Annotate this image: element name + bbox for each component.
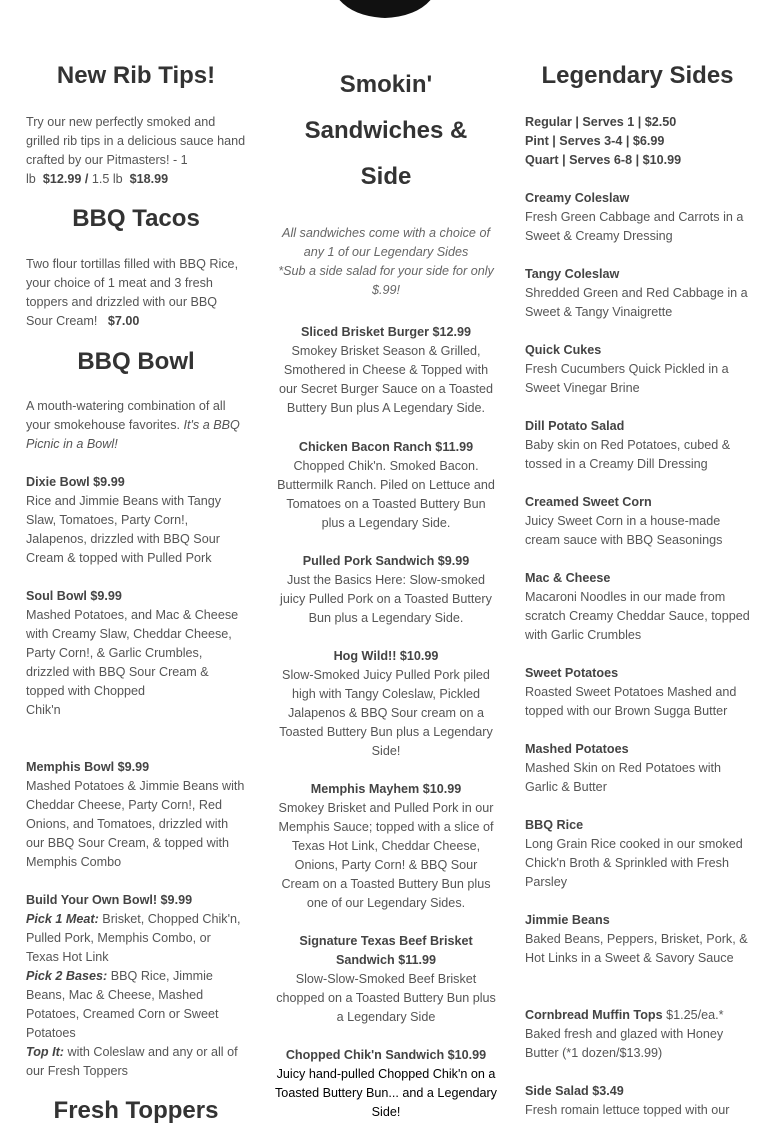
tacos-title: BBQ Tacos <box>72 205 200 232</box>
build-your-own-bowl: Build Your Own Bowl! $9.99 Pick 1 Meat: Brisket, Chopped Chik'n, Pulled Pork, Memphis Combo, or Texas Hot Link Pick 2 Bases: BBQ Rice, Jimmie Beans, Mac & Cheese, Mashed Potatoes, Creamed Corn or Sweet Potatoes Top It: with Coleslaw and any or all of our Fresh Toppers <box>26 893 241 1078</box>
side-item: Side Salad $3.49 Fresh romain lettuce topped with our <box>525 1084 730 1117</box>
sides-title: Legendary Sides <box>541 62 734 89</box>
rib-tips-desc: Try our new perfectly smoked and grilled rib tips in a delicious sauce hand crafted by our Pitmasters! - 1 lb $12.99 / 1.5 lb $18.99 <box>26 115 246 186</box>
side-item: Mac & Cheese Macaroni Noodles in our made from scratch Creamy Cheddar Sauce, topped with Garlic Crumbles <box>525 571 750 642</box>
sandwich-item: Pulled Pork Sandwich $9.99 Just the Basics Here: Slow-smoked juicy Pulled Pork on a Toasted Buttery Bun plus a Legendary Side. <box>280 554 492 625</box>
bowl-title: BBQ Bowl <box>77 348 195 375</box>
rib-tips-title: New Rib Tips! <box>56 62 216 89</box>
side-item: Jimmie Beans Baked Beans, Peppers, Brisket, Pork, & Hot Links in a Sweet & Savory Sauce <box>525 913 748 965</box>
restaurant-logo <box>326 0 444 20</box>
tacos-desc: Two flour tortillas filled with BBQ Rice, your choice of 1 meat and 3 fresh toppers and drizzled with our BBQ Sour Cream! $7.00 <box>26 257 239 328</box>
memphis-bowl: Memphis Bowl $9.99 Mashed Potatoes & Jimmie Beans with Cheddar Cheese, Party Corn!, Red Onions, and Tomatoes, drizzled with our BBQ Sour Cream, & topped with Memphis Combo <box>26 760 245 869</box>
side-item: Mashed Potatoes Mashed Skin on Red Potatoes with Garlic & Butter <box>525 742 722 794</box>
soul-bowl: Soul Bowl $9.99 Mashed Potatoes, and Mac & Cheese with Creamy Slaw, Cheddar Cheese, Party Corn!, & Garlic Crumbles, drizzled with BBQ Sour Cream & topped with Chopped Chik'n <box>26 589 239 717</box>
fresh-toppers-title: Fresh Toppers <box>53 1097 219 1124</box>
side-item: Sweet Potatoes Roasted Sweet Potatoes Mashed and topped with our Brown Sugga Butter <box>525 666 737 718</box>
sandwich-item: Chicken Bacon Ranch $11.99 Chopped Chik'n. Smoked Bacon. Buttermilk Ranch. Piled on Lettuce and Tomatoes on a Toasted Buttery Bun plus a Legendary Side. <box>277 440 495 530</box>
sandwich-item: Hog Wild!! $10.99 Slow-Smoked Juicy Pulled Pork piled high with Tangy Coleslaw, Pickled Jalapenos & BBQ Sour cream on a Toasted Buttery Bun plus a Legendary Side! <box>279 649 493 758</box>
side-item: Creamy Coleslaw Fresh Green Cabbage and Carrots in a Sweet & Creamy Dressing <box>525 191 744 243</box>
side-sizes: Regular | Serves 1 | $2.50 Pint | Serves 3-4 | $6.99 Quart | Serves 6-8 | $10.99 <box>525 115 682 167</box>
side-item: Quick Cukes Fresh Cucumbers Quick Pickled in a Sweet Vinegar Brine <box>525 343 729 395</box>
side-item: Tangy Coleslaw Shredded Green and Red Cabbage in a Sweet & Tangy Vinaigrette <box>525 267 748 319</box>
side-item: BBQ Rice Long Grain Rice cooked in our smoked Chick'n Broth & Sprinkled with Fresh Parsley <box>525 818 743 889</box>
sandwich-note: All sandwiches come with a choice of any 1 of our Legendary Sides *Sub a side salad for your side for only $.99! <box>278 226 494 297</box>
side-item: Cornbread Muffin Tops $1.25/ea.* Baked fresh and glazed with Honey Butter (*1 dozen/$13.99) <box>525 1008 724 1060</box>
sandwich-item: Signature Texas Beef Brisket Sandwich $11.99 Slow-Slow-Smoked Beef Brisket chopped on a Toasted Buttery Bun plus a Legendary Side <box>276 934 496 1024</box>
sandwich-item: Chopped Chik'n Sandwich $10.99 Juicy hand-pulled Chopped Chik'n on a Toasted Buttery Bun... and a Legendary Side! <box>275 1048 497 1119</box>
side-item: Creamed Sweet Corn Juicy Sweet Corn in a house-made cream sauce with BBQ Seasonings <box>525 495 723 547</box>
bowl-desc: A mouth-watering combination of all your smokehouse favorites. It's a BBQ Picnic in a Bowl! <box>26 399 240 451</box>
sandwiches-title: Smokin' Sandwiches & Side <box>304 71 468 190</box>
dixie-bowl: Dixie Bowl $9.99 Rice and Jimmie Beans with Tangy Slaw, Tomatoes, Party Corn!, Jalapenos, drizzled with BBQ Sour Cream & topped with Pulled Pork <box>26 475 222 565</box>
sandwich-item: Memphis Mayhem $10.99 Smokey Brisket and Pulled Pork in our Memphis Sauce; topped with a slice of Texas Hot Link, Cheddar Cheese, Onions, Party Corn! & BBQ Sour Cream on a Toasted Buttery Bun plus one of our Legendary Sides. <box>278 782 494 910</box>
sandwich-item: Sliced Brisket Burger $12.99 Smokey Brisket Season & Grilled, Smothered in Cheese & Topped with our Secret Burger Sauce on a Toasted Buttery Bun plus A Legendary Side. <box>279 325 493 415</box>
side-item: Dill Potato Salad Baby skin on Red Potatoes, cubed & tossed in a Creamy Dill Dressing <box>525 419 731 471</box>
